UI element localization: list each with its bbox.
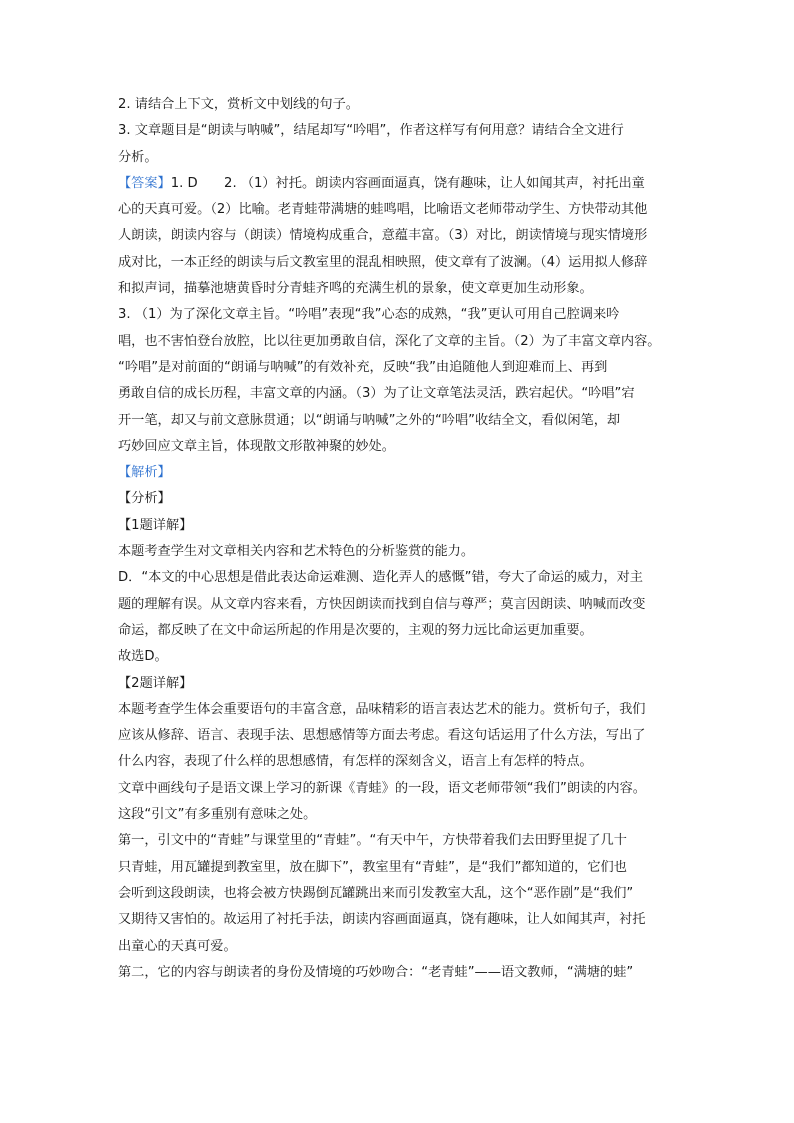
q2-line-3: 什么内容，表现了什么样的思想感情，有怎样的深刻含义，语言上有怎样的特点。 (118, 754, 593, 770)
q2-line-2: 应该从修辞、语言、表现手法、思想感情等方面去考虑。看这句话运用了什么方法，写出了 (118, 728, 646, 744)
q1-line-2: D．“本文的中心思想是借此表达命运难测、造化弄人的感慨”错，夸大了命运的威力，对主 (118, 570, 643, 586)
answer-line-1: 【答案】1. D 2. （1）衬托。朗读内容画面逼真，饶有趣味，让人如闻其声，衬托出童 (118, 175, 645, 191)
q1-line-3: 题的理解有误。从文章内容来看，方快因朗读而找到自信与尊严；莫言因朗读、呐喊而改变 (118, 596, 646, 612)
section-q1-detail: 【1题详解】 (118, 517, 193, 533)
section-fenxi: 【分析】 (118, 491, 171, 507)
answer-3-line-2: 唱，也不害怕登台放腔，比以往更加勇敢自信，深化了文章的主旨。（2）为了丰富文章内容。 (118, 333, 661, 349)
q1-line-5: 故选D。 (118, 649, 168, 665)
question-3-line-1: 3. 文章题目是“朗读与呐喊”，结尾却写“吟唱”，作者这样写有何用意？请结合全文进行 (118, 123, 624, 139)
section-jiexi: 【解析】 (118, 465, 171, 481)
answer-line-4: 成对比，一本正经的朗读与后文教室里的混乱相映照，使文章有了波澜。（4）运用拟人修辞 (118, 254, 648, 270)
q1-line-4: 命运，都反映了在文中命运所起的作用是次要的，主观的努力远比命运更加重要。 (118, 622, 593, 638)
q1-line-1: 本题考查学生对文章相关内容和艺术特色的分析鉴赏的能力。 (118, 544, 475, 560)
answer-3-line-5: 开一笔，却又与前文意脉贯通；以“朗诵与呐喊”之外的“吟唱”收结全文，看似闲笔，却 (118, 412, 621, 428)
answer-3-line-3: “吟唱”是对前面的“朗诵与呐喊”的有效补充，反映“我”由追随他人到迎难而上、再到 (118, 359, 608, 375)
q2-line-5: 这段“引文”有多重别有意味之处。 (118, 807, 317, 823)
q2-line-8: 会听到这段朗读，也将会被方快踢倒瓦罐跳出来而引发教室大乱，这个“恶作剧”是“我们” (118, 885, 634, 901)
q2-line-9: 又期待又害怕的。故运用了衬托手法，朗读内容画面逼真，饶有趣味，让人如闻其声，衬托 (118, 912, 646, 928)
question-2: 2. 请结合上下文，赏析文中划线的句子。 (118, 97, 359, 112)
q2-line-11: 第二，它的内容与朗读者的身份及情境的巧妙吻合：“老青蛙”——语文教师，“满塘的蛙” (118, 964, 634, 980)
answer-line-3: 人朗读，朗读内容与（朗读）情境构成重合，意蕴丰富。（3）对比，朗读情境与现实情境形 (118, 228, 648, 244)
section-q2-detail: 【2题详解】 (118, 675, 193, 691)
q2-line-6: 第一，引文中的“青蛙”与课堂里的“青蛙”。“有天中午，方快带着我们去田野里捉了几十 (118, 833, 627, 849)
q2-line-7: 只青蛙，用瓦罐提到教室里，放在脚下”，教室里有“青蛙”，是“我们”都知道的，它们也 (118, 859, 627, 875)
answer-label: 【答案】 (118, 175, 171, 191)
question-3-line-2: 分析。 (118, 149, 158, 165)
answer-line-5: 和拟声词，描摹池塘黄昏时分青蛙齐鸣的充满生机的景象，使文章更加生动形象。 (118, 281, 593, 297)
q2-line-4: 文章中画线句子是语文课上学习的新课《青蛙》的一段，语文老师带领“我们”朗读的内容。 (118, 780, 646, 796)
document-page (118, 92, 686, 986)
answer-3-line-1: 3. （1）为了深化文章主旨。“吟唱”表现“我”心态的成熟，“我”更认可用自己腔调来吟 (118, 307, 620, 323)
q2-line-1: 本题考查学生体会重要语句的丰富含意，品味精彩的语言表达艺术的能力。赏析句子，我们 (118, 701, 646, 717)
q2-line-10: 出童心的天真可爱。 (118, 938, 237, 954)
answer-3-line-6: 巧妙回应文章主旨，体现散文形散神聚的妙处。 (118, 438, 395, 454)
answer-3-line-4: 勇敢自信的成长历程，丰富文章的内涵。（3）为了让文章笔法灵活，跌宕起伏。“吟唱”宕 (118, 386, 635, 402)
answer-line-2: 心的天真可爱。（2）比喻。老青蛙带满塘的蛙鸣唱，比喻语文老师带动学生、方快带动其他 (118, 202, 648, 218)
